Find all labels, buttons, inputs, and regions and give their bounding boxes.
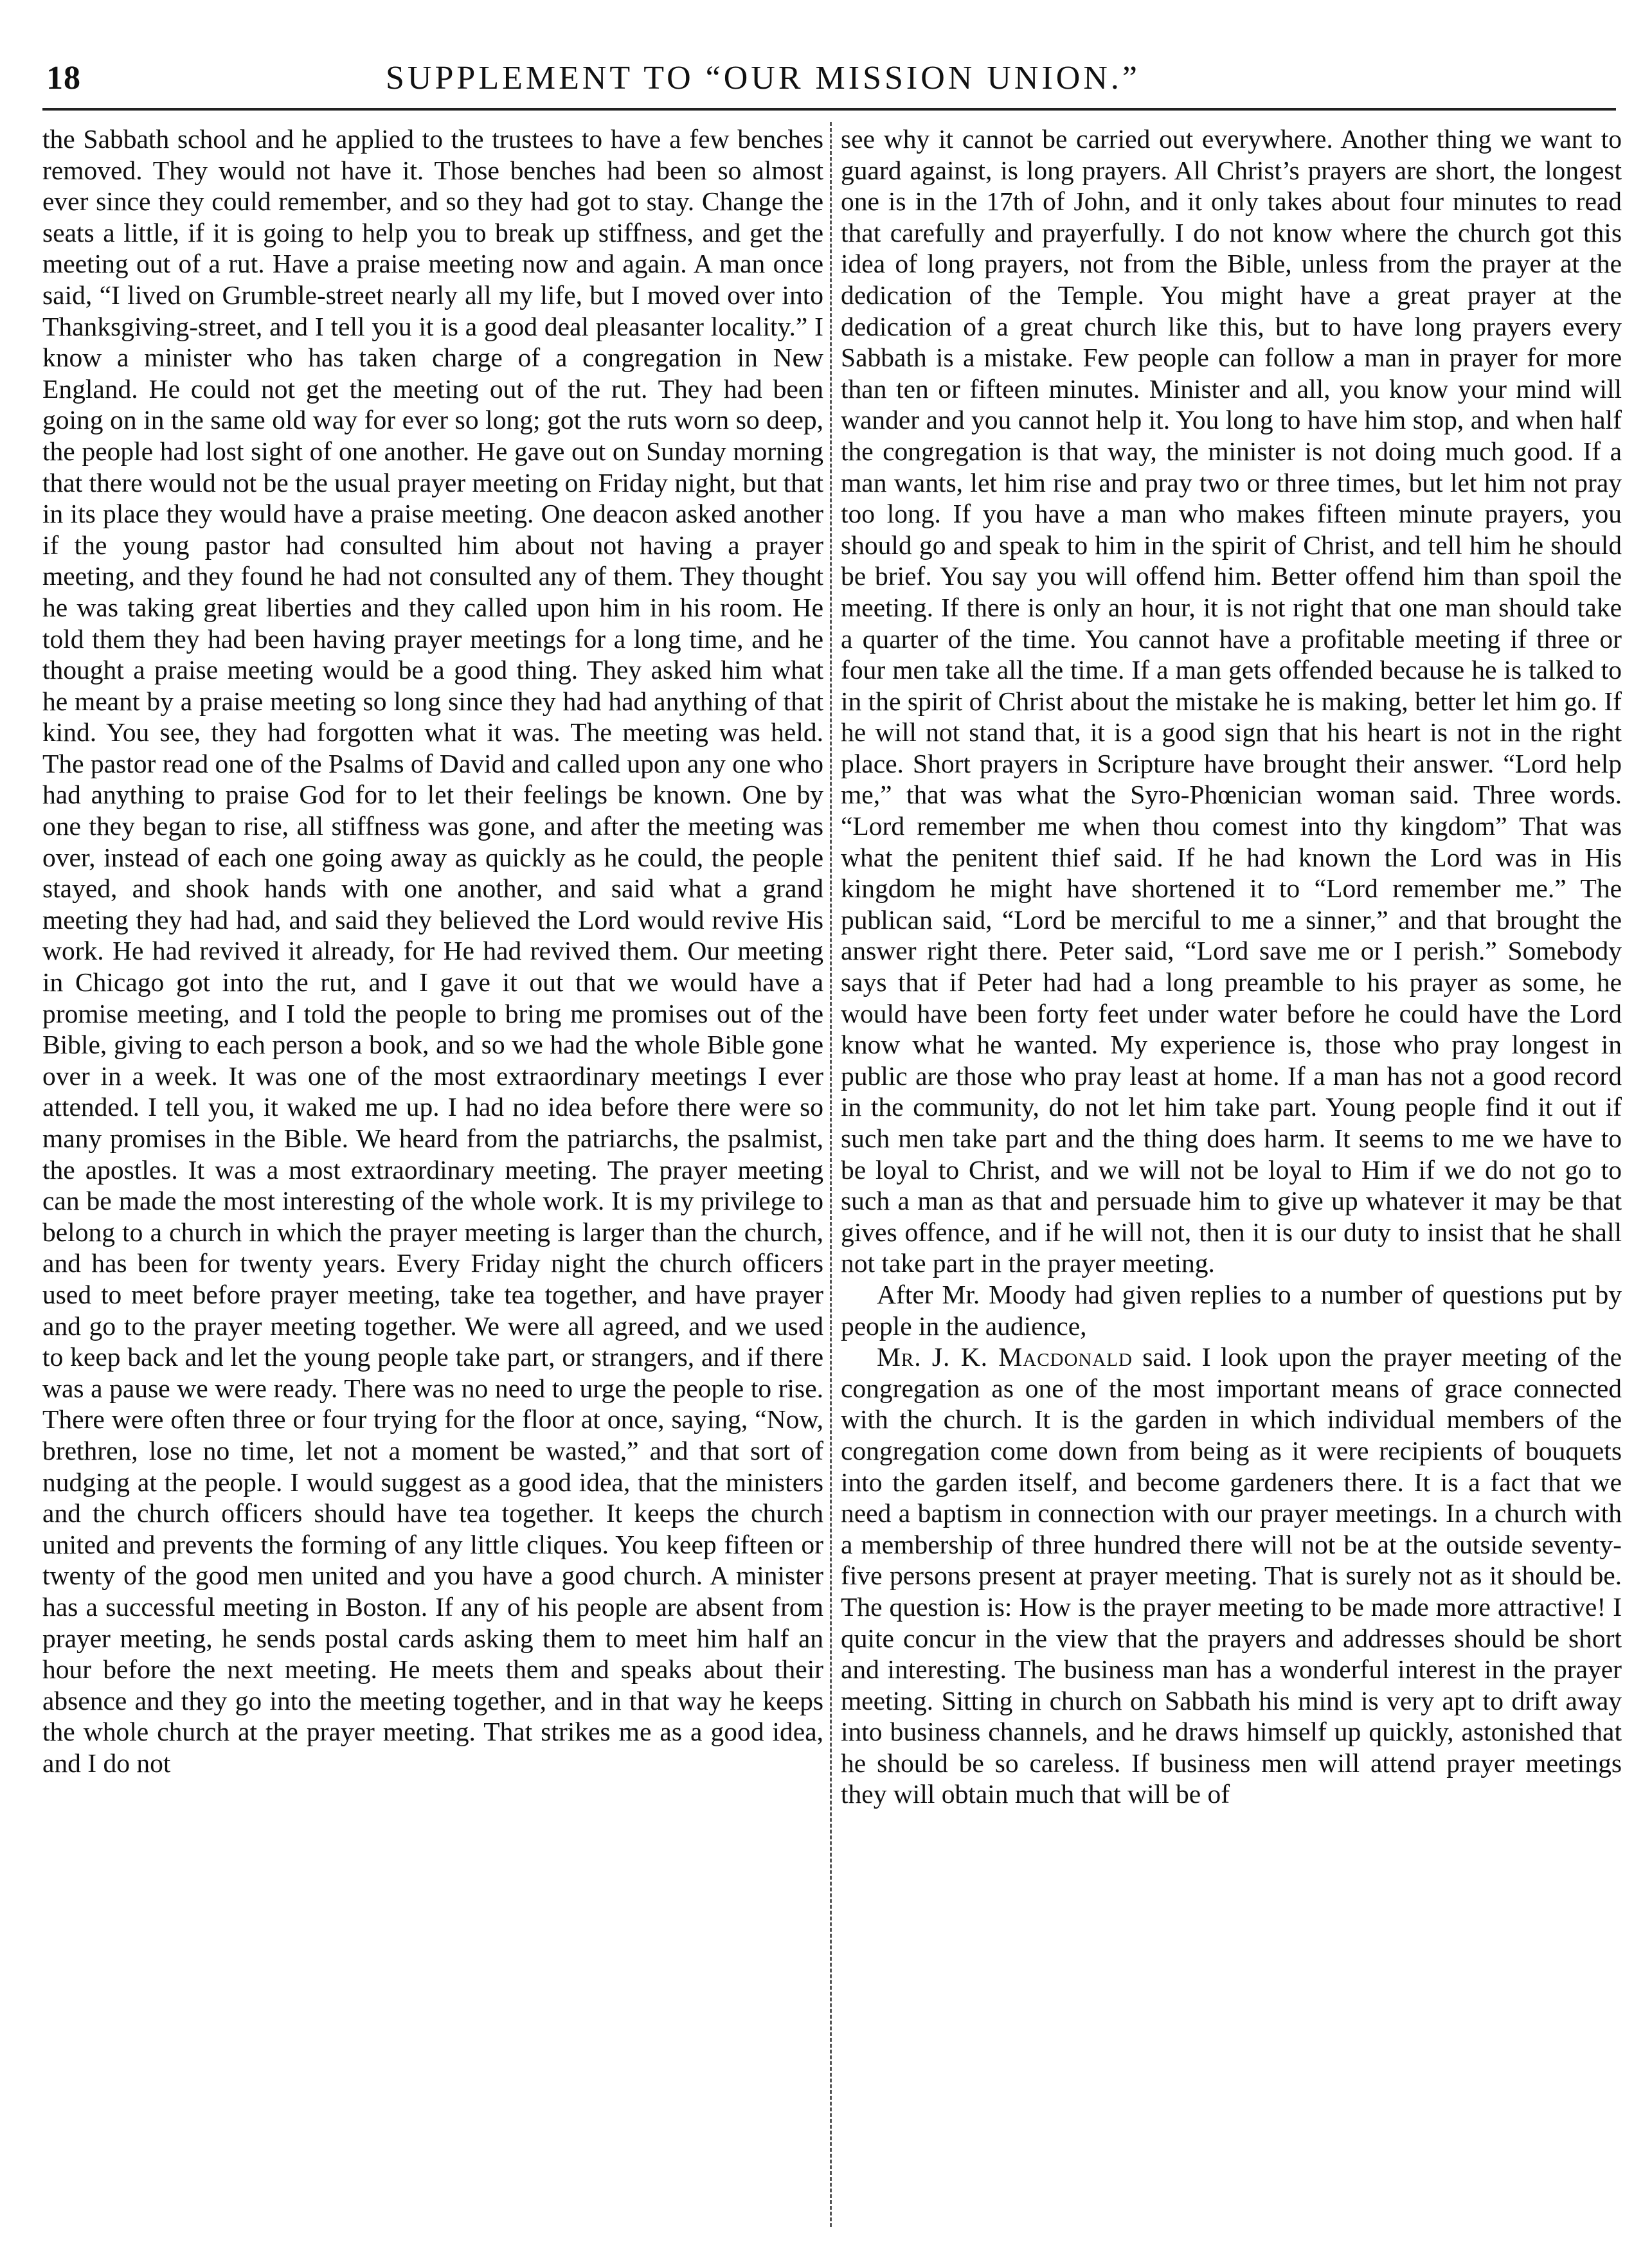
speaker-name: Mr. J. K. Macdonald (877, 1342, 1133, 1372)
left-paragraph: the Sabbath school and he applied to the trustees to have a few benches removed. They would not have it. Those benches had been so almost ever since they could remember, and so they had got to stay. Change the seats a little, if it is going to help you to break up stiffness, and get the meeting out of a rut. Have a praise meeting now and again. A man once said, “I lived on Grumble-street nearly all my life, but I moved over into Thanksgiving-street, and I tell you it is a good deal pleasanter locality.” I know a minister who has taken charge of a congregation in New England. He could not get the meeting out of the rut. They had been going on in the same old way for ever so long; got the ruts worn so deep, the people had lost sight of one another. He gave out on Sunday morning that there would not be the usual prayer meeting on Friday night, but that in its place they would have a praise meeting. One deacon asked another if the young pastor had consulted him about not having a prayer meeting, and they found he had not consulted any of them. They thought he was taking great liberties and they called upon him in his room. He told them they had been having prayer meetings for a long time, and he thought a praise meeting would be a good thing. They asked him what he meant by a praise meeting so long since they had had anything of that kind. You see, they had forgotten what it was. The meeting was held. The pastor read one of the Psalms of David and called upon any one who had anything to praise God for to let their feelings be known. One by one they began to rise, all stiffness was gone, and after the meeting was over, instead of each one going away as quickly as he could, the people stayed, and shook hands with one another, and said what a grand meeting they had had, and said they believed the Lord would revive His work. He had revived it already, for He had revived them. Our meeting in Chicago got into the rut, and I gave it out that we would have a promise meeting, and I told the people to bring me promises out of the Bible, giving to each person a book, and so we had the whole Bible gone over in a week. It was one of the most extraordinary meetings I ever attended. I tell you, it waked me up. I had no idea before there were so many promises in the Bible. We heard from the patriarchs, the psalmist, the apostles. It was a most extraordinary meeting. The prayer meeting can be made the most interesting of the whole work. It is my privilege to belong to a church in which the prayer meeting is larger than the church, and has been for twenty years. Every Friday night the church officers used to meet before prayer meeting, take tea together, and have prayer and go to the prayer meeting together. We were all agreed, and we used to keep back and let the young people take part, or strangers, and if there was a pause we were ready. There was no need to urge the people to rise. There were often three or four trying for the floor at once, saying, “Now, brethren, lose no time, let not a moment be wasted,” and that sort of nudging at the people. I would suggest as a good idea, that the ministers and the church officers should have tea together. It keeps the church united and prevents the forming of any little cliques. You keep fifteen or twenty of the good men united and you have a good church. A minister has a successful meeting in Boston. If any of his people are absent from prayer meeting, he sends postal cards asking them to meet him half an hour before the next meeting. He meets them and speaks about their absence and they go into the meeting together, and in that way he keeps the whole church at the prayer meeting. That strikes me as a good idea, and I do not (42, 124, 823, 1778)
macdonald-text: said. I look upon the prayer meeting of the congregation as one of the most important means of grace connected with the church. It is the garden in which individual members of the congregation come down from being as it were recipients of bouquets into the garden itself, and become gardeners there. It is a fact that we need a baptism in connection with our prayer meetings. In a church with a membership of three hundred there will not be at the outside seventy-five persons present at prayer meeting. That is surely not as it should be. The question is: How is the prayer meeting to be made more attractive! I quite concur in the view that the prayers and addresses should be short and interesting. The business man has a wonderful interest in the prayer meeting. Sitting in church on Sabbath his mind is very apt to drift away into business channels, and he draws himself up quickly, astonished that he should be so careless. If business men will attend prayer meetings they will obtain much that will be of (841, 1342, 1622, 1809)
macdonald-paragraph (841, 1341, 1622, 1810)
running-head: SUPPLEMENT TO “OUR MISSION UNION.” (386, 60, 1140, 96)
right-paragraph: see why it cannot be carried out everywhere. Another thing we want to guard against, is long prayers. All Christ’s prayers are short, the longest one is in the 17th of John, and it only takes about four minutes to read that carefully and prayerfully. I do not know where the church got this idea of long prayers, not from the Bible, unless from the prayer at the dedication of the Temple. You might have a great prayer at the dedication of a great church like this, but to have long prayers every Sabbath is a mistake. Few people can follow a man in prayer for more than ten or fifteen minutes. Minister and all, you know your mind will wander and you cannot help it. You long to have him stop, and when half the congregation is that way, the minister is not doing much good. If a man wants, let him rise and pray two or three times, but let him not pray too long. If you have a man who makes fifteen minute prayers, you should go and speak to him in the spirit of Christ, and tell him he should be brief. You say you will offend him. Better offend him than spoil the meeting. If there is only an hour, it is not right that one man should take a quarter of the time. You cannot have a profitable meeting if three or four men take all the time. If a man gets offended because he is talked to in the spirit of Christ about the mistake he is making, better let him go. If he will not stand that, it is a good sign that his heart is not in the right place. Short prayers in Scripture have brought their answer. “Lord help me,” that was what the Syro-Phœnician woman said. Three words. “Lord remember me when thou comest into thy kingdom” That was what the penitent thief said. If he had known the Lord was in His kingdom he might have shortened it to “Lord remember me.” The publican said, “Lord be merciful to me a sinner,” and that brought the answer right there. Peter said, “Lord save me or I perish.” Somebody says that if Peter had had a long preamble to his prayer as some, he would have been forty feet under water before he could have the Lord know what he wanted. My experience is, those who pray longest in public are those who pray least at home. If a man has not a good record in the community, do not let him take part. Young people find it out if such men take part and the thing does harm. It seems to me we have to be loyal to Christ, and we will not be loyal to Him if we do not go to such a man as that and persuade him to give up whatever it may be that gives offence, and if he will not, then it is our duty to insist that he shall not take part in the prayer meeting. (841, 124, 1622, 1278)
right-column (841, 123, 1622, 2225)
header-rule (42, 108, 1616, 111)
column-divider (830, 122, 832, 2227)
transition-paragraph: After Mr. Moody had given replies to a number of questions put by people in the audience, (841, 1279, 1622, 1341)
page-number: 18 (46, 60, 81, 96)
left-column (42, 123, 823, 2225)
